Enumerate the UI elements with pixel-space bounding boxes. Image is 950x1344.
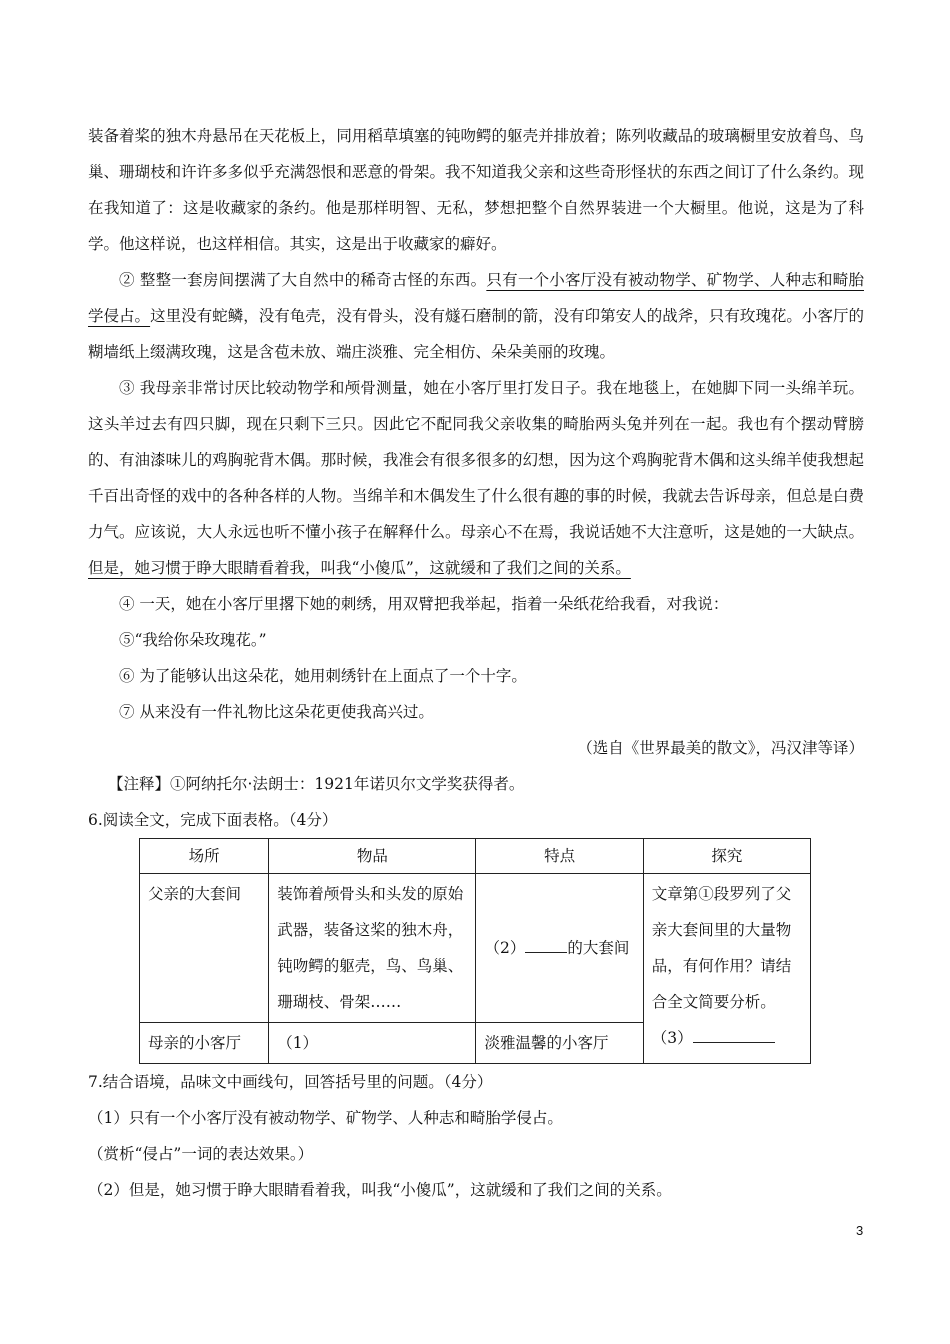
paragraph-3 xyxy=(88,370,864,586)
table-cell-answer-2[interactable] xyxy=(476,874,643,1023)
explore-text: 文章第①段罗列了父亲大套间里的大量物品，有何作用？请结合全文简要分析。 xyxy=(651,885,792,1011)
answer-table xyxy=(139,838,811,1064)
table-header: 物品 xyxy=(269,839,476,874)
document-body xyxy=(88,118,864,1208)
table-cell-answer-1[interactable]: （1） xyxy=(269,1023,476,1064)
paragraph-4: ④ 一天，她在小客厅里撂下她的刺绣，用双臂把我举起，指着一朵纸花给我看，对我说： xyxy=(119,595,729,613)
table-cell: 装饰着颅骨头和头发的原始武器，装备这桨的独木舟，钝吻鳄的躯壳，鸟、鸟巢、珊瑚枝、骨架…… xyxy=(269,874,476,1023)
table-cell-explore xyxy=(643,874,810,1064)
paragraph-1: 装备着桨的独木舟悬吊在天花板上，同用稻草填塞的钝吻鳄的躯壳并排放着；陈列收藏品的玻璃橱里安放着鸟、鸟巢、珊瑚枝和许许多多似乎充满怨恨和恶意的骨架。我不知道我父亲和这些奇形怪状的东西之间订了什么条约。现在我知道了：这是收藏家的条约。他是那样明智、无私，梦想把整个自然界装进一个大橱里。他说，这是为了科学。他这样说，也这样相信。其实，这是出于收藏家的癖好。 xyxy=(88,127,864,253)
underlined-sentence-1: 只有一个小客厅没有被动物学、矿物学、人种志和畸胎学侵占。 xyxy=(88,271,864,325)
answer-label: （2） xyxy=(484,939,526,957)
source-citation: （选自《世界最美的散文》，冯汉津等译） xyxy=(577,739,864,757)
underlined-sentence-2: 但是，她习惯于睁大眼睛看着我，叫我“小傻瓜”，这就缓和了我们之间的关系。 xyxy=(88,559,631,577)
table-header-row xyxy=(140,839,811,874)
table-cell: 母亲的小客厅 xyxy=(140,1023,269,1064)
table-cell: 父亲的大套间 xyxy=(140,874,269,1023)
table-header: 特点 xyxy=(476,839,643,874)
paragraph-5: ⑤“我给你朵玫瑰花。” xyxy=(119,631,267,649)
question-7-part-1: （1）只有一个小客厅没有被动物学、矿物学、人种志和畸胎学侵占。 xyxy=(88,1109,563,1127)
paragraph-2 xyxy=(88,262,864,370)
answer-blank[interactable] xyxy=(525,934,567,953)
annotation-note: 【注释】①阿纳托尔·法朗士：1921年诺贝尔文学奖获得者。 xyxy=(108,775,525,793)
paragraph-2-rest: 这里没有蛇鳞，没有龟壳，没有骨头，没有燧石磨制的箭，没有印第安人的战斧，只有玫瑰花。小客厅的糊墙纸上缀满玫瑰，这是含苞未放、端庄淡雅、完全相仿、朵朵美丽的玫瑰。 xyxy=(88,307,864,361)
paragraph-7: ⑦ 从来没有一件礼物比这朵花更使我高兴过。 xyxy=(119,703,434,721)
question-7: 7.结合语境，品味文中画线句，回答括号里的问题。（4分） xyxy=(88,1073,493,1091)
answer-suffix: 的大套间 xyxy=(567,939,630,957)
question-7-part-1-hint: （赏析“侵占”一词的表达效果。） xyxy=(88,1145,314,1163)
answer-blank[interactable] xyxy=(693,1024,775,1043)
paragraph-6: ⑥ 为了能够认出这朵花，她用刺绣针在上面点了一个十字。 xyxy=(119,667,527,685)
table-header: 场所 xyxy=(140,839,269,874)
table-cell: 淡雅温馨的小客厅 xyxy=(476,1023,643,1064)
table-row xyxy=(140,874,811,1023)
question-7-part-2: （2）但是，她习惯于睁大眼睛看着我，叫我“小傻瓜”，这就缓和了我们之间的关系。 xyxy=(88,1181,672,1199)
paragraph-2-lead: ② 整整一套房间摆满了大自然中的稀奇古怪的东西。 xyxy=(119,271,487,289)
page-number: 3 xyxy=(856,1223,864,1238)
table-header: 探究 xyxy=(643,839,810,874)
answer-label: （3） xyxy=(651,1029,693,1047)
question-6: 6.阅读全文，完成下面表格。（4分） xyxy=(88,811,338,829)
paragraph-3-lead: ③ 我母亲非常讨厌比较动物学和颅骨测量，她在小客厅里打发日子。我在地毯上，在她脚下同一头绵羊玩。这头羊过去有四只脚，现在只剩下三只。因此它不配同我父亲收集的畸胎两头兔并列在一起。我也有个摆动臂膀的、有油漆味儿的鸡胸驼背木偶。那时候，我准会有很多很多的幻想，因为这个鸡胸驼背木偶和这头绵羊使我想起千百出奇怪的戏中的各种各样的人物。当绵羊和木偶发生了什么很有趣的事的时候，我就去告诉母亲，但总是白费力气。应该说，大人永远也听不懂小孩子在解释什么。母亲心不在焉，我说话她不大注意听，这是她的一大缺点。 xyxy=(88,379,864,541)
